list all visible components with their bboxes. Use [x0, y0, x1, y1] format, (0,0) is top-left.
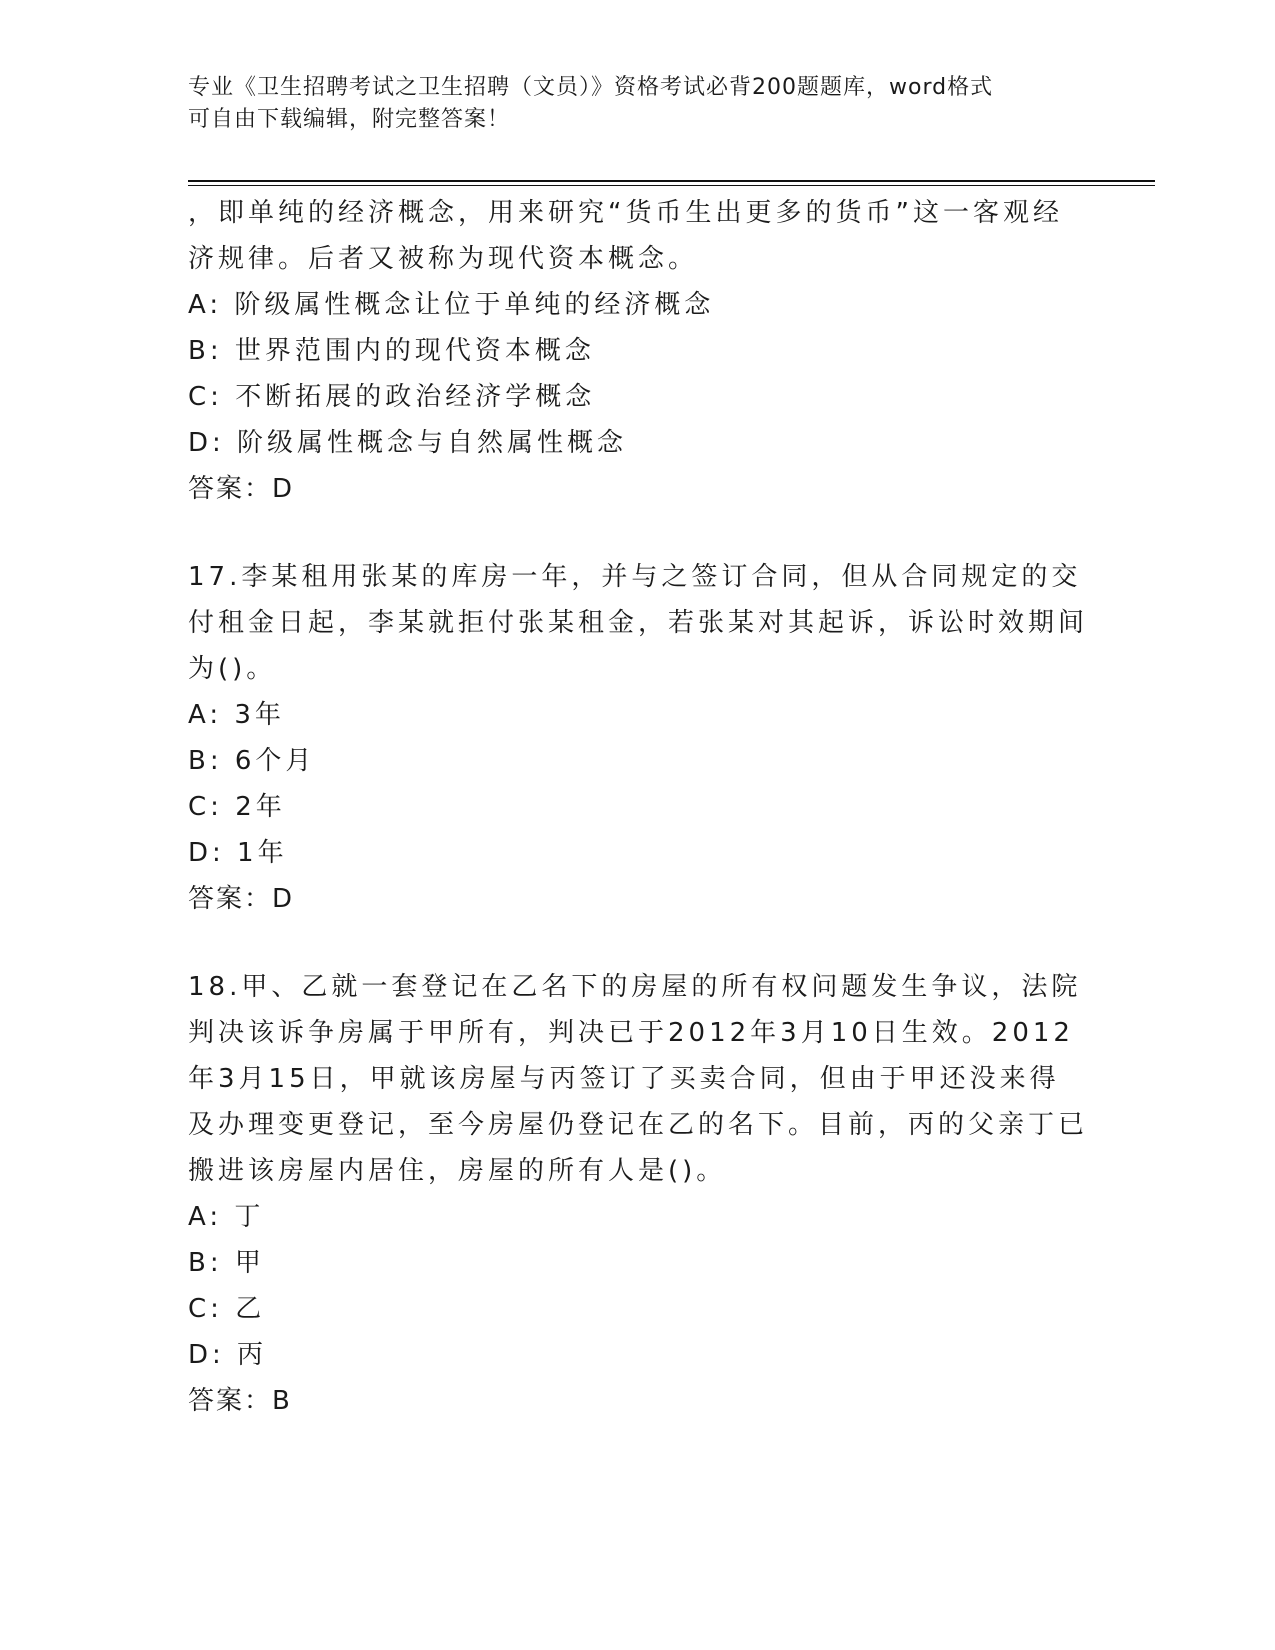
option-b: [188, 328, 1088, 374]
question-text: 17.李某租用张某的库房一年，并与之签订合同，但从合同规定的交付租金日起，李某就拒付张某租金，若张某对其起诉，诉讼时效期间为()。: [188, 562, 1089, 684]
question-16-continuation: [188, 190, 1088, 512]
option-text: 1年: [237, 838, 288, 868]
header-title-line1: 专业《卫生招聘考试之卫生招聘（文员）》资格考试必背200题题库，word格式: [188, 75, 994, 100]
option-label: D:: [188, 838, 225, 868]
option-b: [188, 738, 1088, 784]
option-label: A:: [188, 1202, 223, 1232]
option-text: 阶级属性概念与自然属性概念: [237, 428, 628, 458]
option-text: 3年: [234, 700, 285, 730]
option-text: 世界范围内的现代资本概念: [234, 336, 595, 366]
option-text: 6个月: [234, 746, 316, 776]
option-a: [188, 282, 1088, 328]
option-text: 丙: [237, 1340, 268, 1370]
option-d: [188, 1332, 1088, 1378]
option-text: 丁: [234, 1202, 265, 1232]
options-list: [188, 282, 1088, 466]
option-label: C:: [188, 382, 223, 412]
answer-line: 答案：D: [188, 474, 295, 504]
option-label: D:: [188, 1340, 225, 1370]
option-label: B:: [188, 746, 223, 776]
option-text: 阶级属性概念让位于单纯的经济概念: [234, 290, 715, 320]
option-b: [188, 1240, 1088, 1286]
option-text: 2年: [235, 792, 286, 822]
option-c: [188, 1286, 1088, 1332]
question-text: 18.甲、乙就一套登记在乙名下的房屋的所有权问题发生争议，法院判决该诉争房属于甲所有，判决已于2012年3月10日生效。2012年3月15日，甲就该房屋与丙签订了买卖合同，但由于甲还没来得及办理变更登记，至今房屋仍登记在乙的名下。目前，丙的父亲丁已搬进该房屋内居住，房屋的所有人是()。: [188, 972, 1089, 1186]
option-c: [188, 374, 1088, 420]
option-c: [188, 784, 1088, 830]
option-label: B:: [188, 1248, 223, 1278]
option-text: 甲: [234, 1248, 265, 1278]
answer-line: 答案：D: [188, 884, 295, 914]
option-d: [188, 830, 1088, 876]
option-label: A:: [188, 700, 223, 730]
option-a: [188, 692, 1088, 738]
header-title-line2: 可自由下载编辑，附完整答案！: [188, 107, 511, 132]
question-18: [188, 964, 1088, 1424]
option-label: C:: [188, 792, 223, 822]
option-a: [188, 1194, 1088, 1240]
option-label: A:: [188, 290, 223, 320]
options-list: [188, 692, 1088, 876]
question-text: ，即单纯的经济概念，用来研究“货币生出更多的货币”这一客观经济规律。后者又被称为现代资本概念。: [188, 198, 1063, 274]
options-list: [188, 1194, 1088, 1378]
question-17: [188, 554, 1088, 922]
document-header: [188, 72, 1088, 136]
answer-line: 答案：B: [188, 1386, 292, 1416]
option-d: [188, 420, 1088, 466]
document-body: [188, 190, 1088, 1424]
header-divider: [188, 180, 1155, 186]
option-text: 乙: [235, 1294, 266, 1324]
option-label: B:: [188, 336, 223, 366]
option-text: 不断拓展的政治经济学概念: [235, 382, 596, 412]
option-label: D:: [188, 428, 225, 458]
option-label: C:: [188, 1294, 223, 1324]
